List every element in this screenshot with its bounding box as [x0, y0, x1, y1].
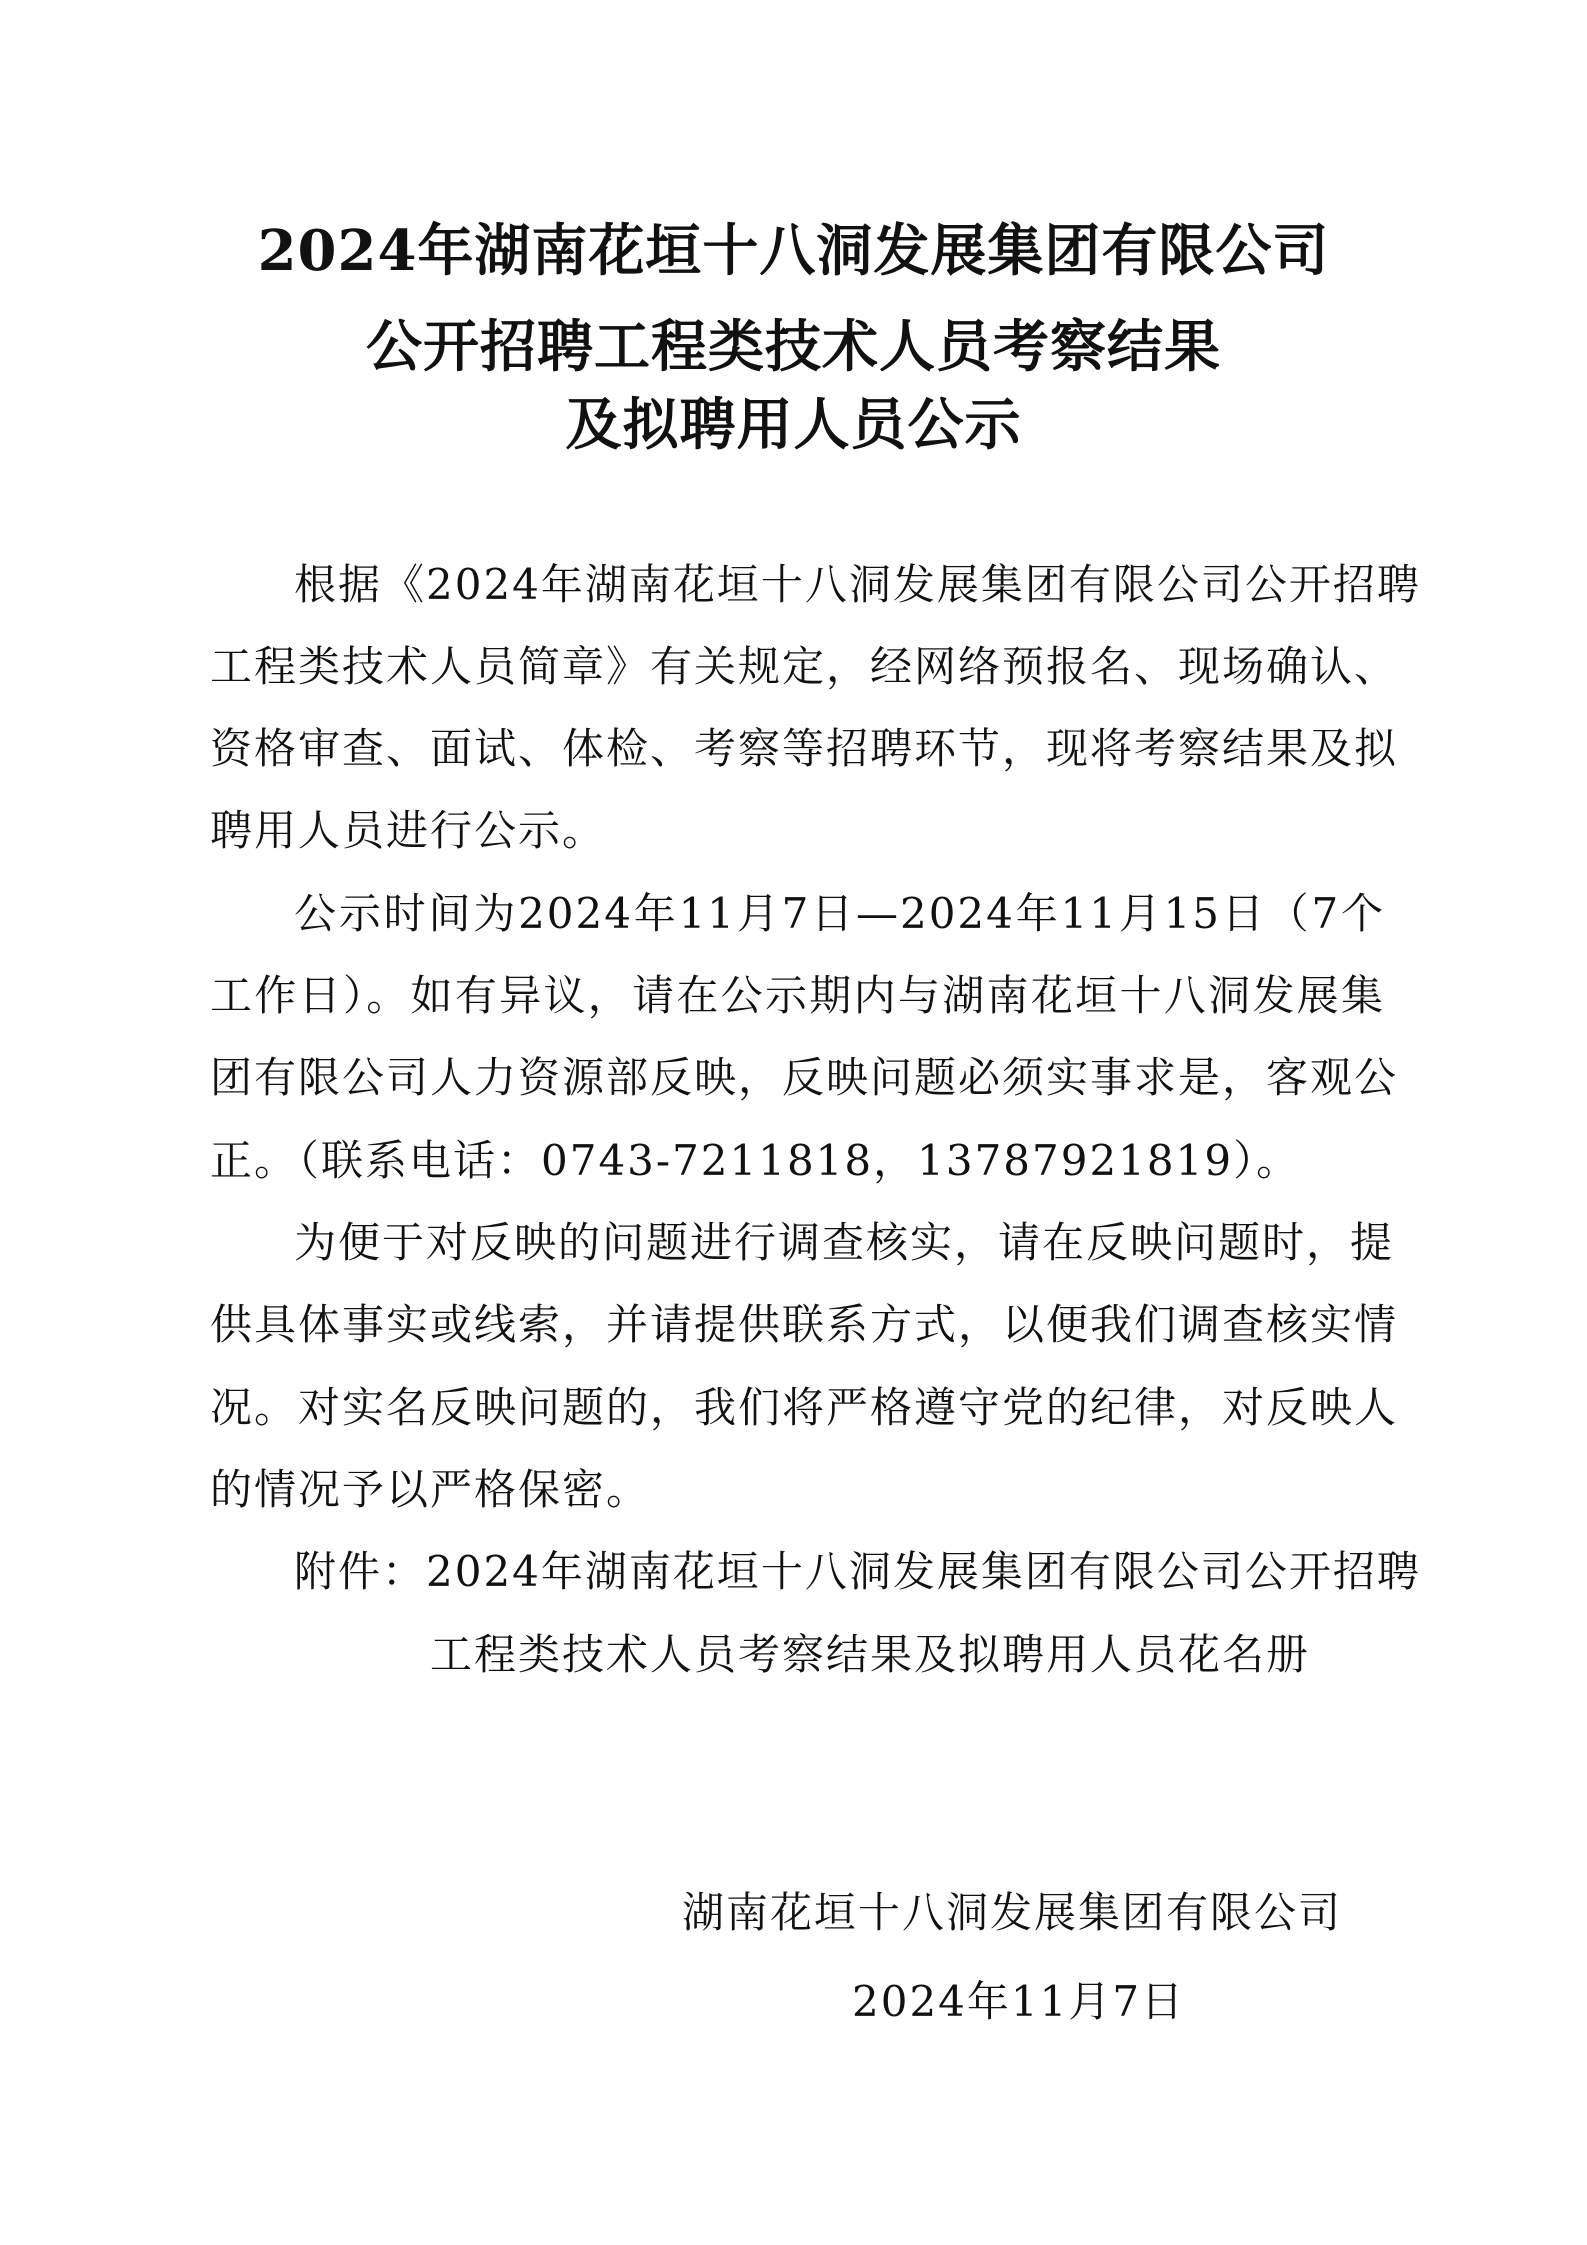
paragraph-3-line-1: 为便于对反映的问题进行调查核实，请在反映问题时，提	[294, 1218, 1395, 1267]
title-line-1: 2024年湖南花垣十八洞发展集团有限公司	[257, 218, 1330, 284]
paragraph-1-line-3: 资格审查、面试、体检、考察等招聘环节，现将考察结果及拟	[210, 724, 1399, 773]
paragraph-2-line-3: 团有限公司人力资源部反映，反映问题必须实事求是，客观公	[210, 1053, 1399, 1102]
title-line-2: 公开招聘工程类技术人员考察结果	[366, 314, 1221, 380]
attachment-line-1: 附件：2024年湖南花垣十八洞发展集团有限公司公开招聘	[294, 1547, 1421, 1596]
paragraph-3-line-3: 况。对实名反映问题的，我们将严格遵守党的纪律，对反映人	[210, 1383, 1399, 1432]
paragraph-1-line-4: 聘用人员进行公示。	[210, 806, 607, 855]
paragraph-3-line-2: 供具体事实或线索，并请提供联系方式，以便我们调查核实情	[210, 1300, 1399, 1349]
paragraph-1-line-1: 根据《2024年湖南花垣十八洞发展集团有限公司公开招聘	[294, 560, 1421, 609]
title-line-3: 及拟聘用人员公示	[565, 392, 1022, 458]
attachment-line-2: 工程类技术人员考察结果及拟聘用人员花名册	[430, 1630, 1311, 1679]
paragraph-2-line-2: 工作日）。如有异议，请在公示期内与湖南花垣十八洞发展集	[210, 971, 1385, 1020]
paragraph-2-line-1: 公示时间为2024年11月7日—2024年11月15日（7个	[294, 889, 1385, 938]
paragraph-1-line-2: 工程类技术人员简章》有关规定，经网络预报名、现场确认、	[210, 642, 1399, 691]
signature-date: 2024年11月7日	[852, 1977, 1186, 2026]
paragraph-2-line-4: 正。（联系电话：0743-7211818，13787921819）。	[210, 1136, 1301, 1185]
signature-organization: 湖南花垣十八洞发展集团有限公司	[682, 1888, 1343, 1937]
paragraph-3-line-4: 的情况予以严格保密。	[210, 1465, 651, 1514]
